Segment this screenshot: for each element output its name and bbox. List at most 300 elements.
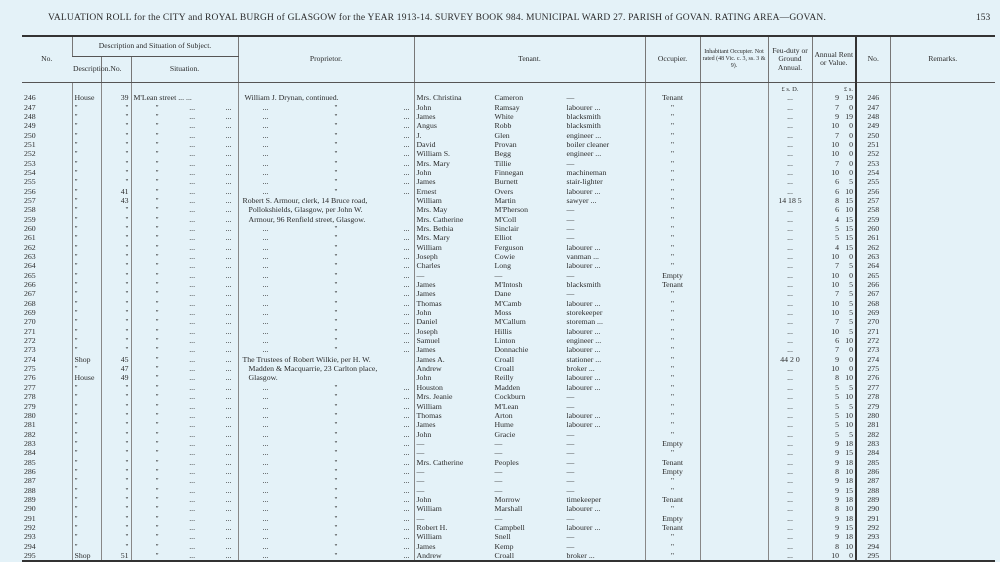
house-number-cell: 51 (101, 551, 131, 561)
table-row (22, 514, 995, 523)
situation-cell (131, 495, 238, 504)
dots: ... (262, 382, 269, 392)
house-number-cell: " (101, 383, 131, 392)
ditto-mark (241, 467, 412, 476)
dots: ... (189, 261, 196, 271)
ditto-mark (134, 252, 236, 261)
situation-cell (131, 439, 238, 448)
occupier-cell: " (645, 411, 700, 420)
rent-cell (812, 252, 856, 261)
tenant-cell (414, 514, 645, 523)
situation-cell (131, 476, 238, 485)
row-number-right: 293 (856, 532, 890, 541)
tenant-first-name: J. (416, 130, 422, 140)
dots: ... (189, 121, 196, 131)
table-row (22, 402, 995, 411)
situation-cell (131, 196, 238, 205)
rent-cell (812, 514, 856, 523)
rent-pounds: 10 (831, 298, 840, 308)
rent-cell (812, 345, 856, 354)
dots: ... (225, 223, 232, 233)
dots: ... (403, 522, 410, 532)
ditto: " (155, 466, 159, 476)
tenant (417, 514, 643, 523)
ditto-mark (241, 140, 412, 149)
rent-pounds: 6 (835, 177, 840, 187)
row-number: 251 (24, 139, 36, 149)
description-cell: " (72, 103, 101, 112)
table-row (22, 140, 995, 149)
dots: ... (189, 102, 196, 112)
proprietor-cell (238, 467, 414, 476)
description-cell: " (72, 149, 101, 158)
dots: ... (403, 494, 410, 504)
remarks-cell (890, 476, 995, 485)
dots: ... (262, 326, 269, 336)
table-row (22, 159, 995, 168)
description-cell: " (72, 261, 101, 270)
proprietor-cell (238, 177, 414, 186)
table-row (22, 82, 995, 103)
proprietor-cell (238, 458, 414, 467)
ditto: " (155, 317, 159, 327)
tenant-cell (414, 345, 645, 354)
dots: ... (189, 280, 196, 290)
ditto: " (155, 410, 159, 420)
remarks-cell (890, 243, 995, 252)
tenant-surname: — (494, 448, 503, 458)
ditto: " (334, 167, 338, 177)
rent-shillings: 18 (845, 438, 854, 448)
proprietor-cell: Madden & Macquarrie, 23 Carlton place, (238, 364, 414, 373)
row-number: 283 (24, 438, 36, 448)
remarks-cell (890, 196, 995, 205)
description-cell: " (72, 140, 101, 149)
inhabitant-cell (700, 299, 768, 308)
dots: ... (225, 522, 232, 532)
remarks-cell (890, 205, 995, 214)
remarks-cell (890, 215, 995, 224)
dots: ... (225, 130, 232, 140)
description-cell: " (72, 233, 101, 242)
dots: ... (225, 504, 232, 514)
rent-pounds: 7 (835, 158, 840, 168)
ditto: " (155, 532, 159, 542)
inhabitant-cell (700, 523, 768, 532)
rent-shillings: 15 (845, 223, 854, 233)
tenant-first-name: Joseph (416, 252, 438, 261)
tenant-first-name: Mrs. May (416, 205, 448, 215)
tenant-occupation: machineman (566, 167, 607, 177)
rent-pounds: 5 (835, 382, 840, 392)
tenant-surname: Begg (494, 149, 511, 159)
ditto-mark (134, 345, 236, 354)
dots: ... (189, 364, 196, 374)
tenant-occupation: blacksmith (566, 280, 601, 290)
occupier-cell: " (645, 383, 700, 392)
ditto-mark (241, 280, 412, 289)
rent-cell (812, 131, 856, 140)
house-number-cell: " (101, 168, 131, 177)
rent (815, 280, 854, 289)
description-cell: " (72, 299, 101, 308)
house-number-cell: " (101, 411, 131, 420)
proprietor-cell (238, 551, 414, 561)
inhabitant-cell (700, 289, 768, 298)
tenant-occupation: engineer ... (566, 130, 602, 140)
row-number-right: 280 (856, 411, 890, 420)
tenant-cell (414, 532, 645, 541)
dots: ... (225, 317, 232, 327)
tenant-cell (414, 187, 645, 196)
table-row (22, 149, 995, 158)
table-row (22, 103, 995, 112)
dots: ... (225, 111, 232, 121)
dots: ... (403, 532, 410, 542)
row-number: 288 (24, 485, 36, 495)
tenant-first-name: John (416, 308, 432, 318)
occupier-cell: " (645, 402, 700, 411)
proprietor-cell (238, 504, 414, 513)
rent (815, 523, 854, 532)
dots: ... (189, 326, 196, 336)
situation-cell (131, 168, 238, 177)
tenant-cell (414, 159, 645, 168)
ditto-mark (241, 523, 412, 532)
remarks-cell (890, 430, 995, 439)
ditto: " (155, 448, 159, 458)
dots: ... (189, 233, 196, 243)
situation-cell (131, 383, 238, 392)
ditto-mark (134, 177, 236, 186)
tenant-first-name: — (416, 270, 425, 280)
tenant-cell (414, 177, 645, 186)
col-num: No. (101, 56, 131, 82)
tenant-surname: Madden (494, 382, 521, 392)
row-number-right: 258 (856, 205, 890, 214)
rent-cell (812, 103, 856, 112)
row-number: 291 (24, 513, 36, 523)
feu-duty-cell: ... (768, 233, 812, 242)
dots: ... (225, 167, 232, 177)
dots: ... (403, 252, 410, 261)
house-number-cell: " (101, 224, 131, 233)
ditto: " (334, 223, 338, 233)
rent (815, 448, 854, 457)
row-number-right: 253 (856, 159, 890, 168)
rent-shillings: 5 (849, 326, 854, 336)
rent-cell (812, 411, 856, 420)
row-number-right: 291 (856, 514, 890, 523)
feu-duty-cell: ... (768, 523, 812, 532)
ditto-mark (241, 177, 412, 186)
rent-shillings: 5 (849, 429, 854, 439)
ditto: " (334, 513, 338, 523)
tenant (417, 467, 643, 476)
proprietor-cell (238, 243, 414, 252)
table-row (22, 448, 995, 457)
rent (815, 271, 854, 280)
table-row (22, 392, 995, 401)
rent-cell (812, 532, 856, 541)
tenant-first-name: Andrew (416, 551, 442, 560)
rent (815, 215, 854, 224)
rent-pounds: 9 (835, 354, 840, 364)
ditto: " (155, 111, 159, 121)
feu-duty-cell: ... (768, 430, 812, 439)
tenant-cell (414, 411, 645, 420)
rent-pounds: 9 (835, 532, 840, 542)
dots: ... (262, 308, 269, 318)
tenant (417, 159, 643, 168)
dots: ... (403, 317, 410, 327)
tenant-surname: Provan (494, 139, 517, 149)
house-number-cell: " (101, 289, 131, 298)
ditto-mark (134, 121, 236, 130)
feu-duty-cell: ... (768, 112, 812, 121)
inhabitant-cell (700, 177, 768, 186)
remarks-cell (890, 289, 995, 298)
dots: ... (225, 448, 232, 458)
row-number: 293 (24, 532, 36, 542)
tenant-cell (414, 523, 645, 532)
dots: ... (189, 429, 196, 439)
row-number-right: 266 (856, 280, 890, 289)
feu-duty-cell: 14 18 5 (768, 196, 812, 205)
row-number-right: 288 (856, 486, 890, 495)
ditto-mark (134, 504, 236, 513)
remarks-cell (890, 308, 995, 317)
table-row (22, 467, 995, 476)
dots: ... (225, 298, 232, 308)
rent-pounds: 7 (835, 130, 840, 140)
rent (815, 224, 854, 233)
dots: ... (403, 504, 410, 514)
remarks-cell (890, 336, 995, 345)
tenant-surname: Campbell (494, 522, 525, 532)
tenant-occupation: boiler cleaner (566, 139, 610, 149)
dots: ... (262, 345, 269, 355)
tenant (417, 140, 643, 149)
tenant-first-name: John (416, 429, 432, 439)
ditto-mark (134, 495, 236, 504)
remarks-cell (890, 514, 995, 523)
rent-shillings: 15 (845, 195, 854, 205)
row-number: 265 (24, 270, 36, 280)
rent-shillings: 18 (845, 532, 854, 542)
tenant (417, 271, 643, 280)
tenant-occupation: labourer ... (566, 186, 601, 196)
dots: ... (189, 336, 196, 346)
tenant-cell (414, 504, 645, 513)
tenant-first-name: William (416, 195, 442, 205)
rent-shillings: 0 (849, 551, 854, 560)
row-number-right: 294 (856, 542, 890, 551)
rent-shillings: 18 (845, 494, 854, 504)
row-number: 277 (24, 382, 36, 392)
dots: ... (225, 336, 232, 346)
situation-cell (131, 103, 238, 112)
feu-duty-cell: ... (768, 215, 812, 224)
row-number: 271 (24, 326, 36, 336)
tenant-surname: — (494, 476, 503, 486)
dots: ... (403, 476, 410, 486)
rent (815, 392, 854, 401)
tenant-cell (414, 261, 645, 270)
proprietor-cell (238, 121, 414, 130)
tenant-cell (414, 271, 645, 280)
tenant-surname: White (494, 111, 514, 121)
ditto: " (334, 102, 338, 112)
proprietor-cell (238, 261, 414, 270)
table-row (22, 542, 995, 551)
tenant (417, 215, 643, 224)
proprietor-cell: Glasgow. (238, 373, 414, 382)
tenant-first-name: Daniel (416, 317, 438, 327)
inhabitant-cell (700, 355, 768, 364)
ditto: " (334, 261, 338, 271)
tenant-surname: Hume (494, 420, 514, 430)
tenant-cell (414, 299, 645, 308)
row-number-right: 270 (856, 317, 890, 326)
dots: ... (262, 448, 269, 458)
rent-cell (812, 448, 856, 457)
row-number: 275 (24, 364, 36, 374)
dots: ... (225, 513, 232, 523)
dots: ... (225, 485, 232, 495)
occupier-cell: " (645, 187, 700, 196)
tenant-occupation: — (566, 485, 575, 495)
feu-duty-cell: ... (768, 364, 812, 373)
row-number-right: 285 (856, 458, 890, 467)
dots: ... (189, 177, 196, 187)
occupier-cell: " (645, 252, 700, 261)
tenant-occupation: stationer ... (566, 354, 602, 364)
tenant-first-name: — (416, 448, 425, 458)
feu-duty-cell: ... (768, 514, 812, 523)
description-cell: " (72, 196, 101, 205)
description-cell: " (72, 486, 101, 495)
occupier-cell: Empty (645, 271, 700, 280)
tenant-first-name: James A. (416, 354, 445, 364)
table-row (22, 383, 995, 392)
feu-duty-cell: ... (768, 327, 812, 336)
remarks-cell (890, 140, 995, 149)
tenant (417, 345, 643, 354)
ditto-mark (241, 345, 412, 354)
rent-cell (812, 364, 856, 373)
dots: ... (189, 373, 196, 383)
tenant-first-name: James (416, 280, 436, 290)
dots: ... (189, 438, 196, 448)
ditto-mark (241, 112, 412, 121)
occupier-cell: " (645, 532, 700, 541)
dots: ... (189, 195, 196, 205)
proprietor-cell (238, 112, 414, 121)
tenant-occupation: — (566, 270, 575, 280)
ditto: " (334, 410, 338, 420)
rent-pounds: 7 (835, 317, 840, 327)
rent-shillings: 0 (849, 149, 854, 159)
rent-shillings: 5 (849, 280, 854, 290)
tenant (417, 196, 643, 205)
house-number-cell: " (101, 140, 131, 149)
dots: ... (403, 457, 410, 467)
situation-cell (131, 187, 238, 196)
ditto-mark (241, 224, 412, 233)
dots: ... (403, 438, 410, 448)
feu-duty-cell: ... (768, 280, 812, 289)
house-number-cell: " (101, 308, 131, 317)
ditto-mark (134, 317, 236, 326)
feu-duty-cell: ... (768, 486, 812, 495)
inhabitant-cell (700, 336, 768, 345)
dots: ... (262, 261, 269, 271)
dots: ... (262, 186, 269, 196)
situation-cell (131, 467, 238, 476)
row-number-right: 247 (856, 103, 890, 112)
feu-duty-cell: ... (768, 243, 812, 252)
rent (815, 243, 854, 252)
table-row (22, 280, 995, 289)
dots: ... (189, 522, 196, 532)
rent (815, 551, 854, 560)
rent (815, 430, 854, 439)
occupier-cell: " (645, 121, 700, 130)
situation-cell (131, 140, 238, 149)
dots: ... (403, 448, 410, 458)
dots: ... (189, 139, 196, 149)
situation-cell (131, 215, 238, 224)
row-number-right: 254 (856, 168, 890, 177)
rent-shillings: 5 (849, 317, 854, 327)
inhabitant-cell (700, 551, 768, 561)
row-number-right: 284 (856, 448, 890, 457)
dots: ... (403, 139, 410, 149)
occupier-cell: Tenant (645, 523, 700, 532)
row-number-right: 276 (856, 373, 890, 382)
rent-pounds: 10 (831, 149, 840, 159)
dots: ... (262, 139, 269, 149)
description-cell: " (72, 383, 101, 392)
feu-duty-cell: ... (768, 383, 812, 392)
situation-cell (131, 205, 238, 214)
rent-cell (812, 317, 856, 326)
ditto-mark (134, 420, 236, 429)
dots: ... (225, 121, 232, 131)
tenant-first-name: Thomas (416, 410, 442, 420)
dots: ... (225, 139, 232, 149)
rent-units: £ s. (843, 85, 854, 93)
row-number: 250 (24, 130, 36, 140)
ditto-mark (241, 168, 412, 177)
row-number: 289 (24, 494, 36, 504)
ditto: " (155, 457, 159, 467)
ditto-mark (134, 299, 236, 308)
ditto-mark (241, 317, 412, 326)
rent (815, 355, 854, 364)
rent-pounds: 10 (831, 280, 840, 290)
table-row (22, 486, 995, 495)
house-number-cell: " (101, 280, 131, 289)
remarks-cell (890, 486, 995, 495)
description-cell: Shop (72, 355, 101, 364)
ditto-mark (241, 187, 412, 196)
feu-duty-cell: ... (768, 392, 812, 401)
proprietor-cell (238, 542, 414, 551)
col-tenant: Tenant. (414, 36, 645, 82)
ditto: " (155, 214, 159, 224)
